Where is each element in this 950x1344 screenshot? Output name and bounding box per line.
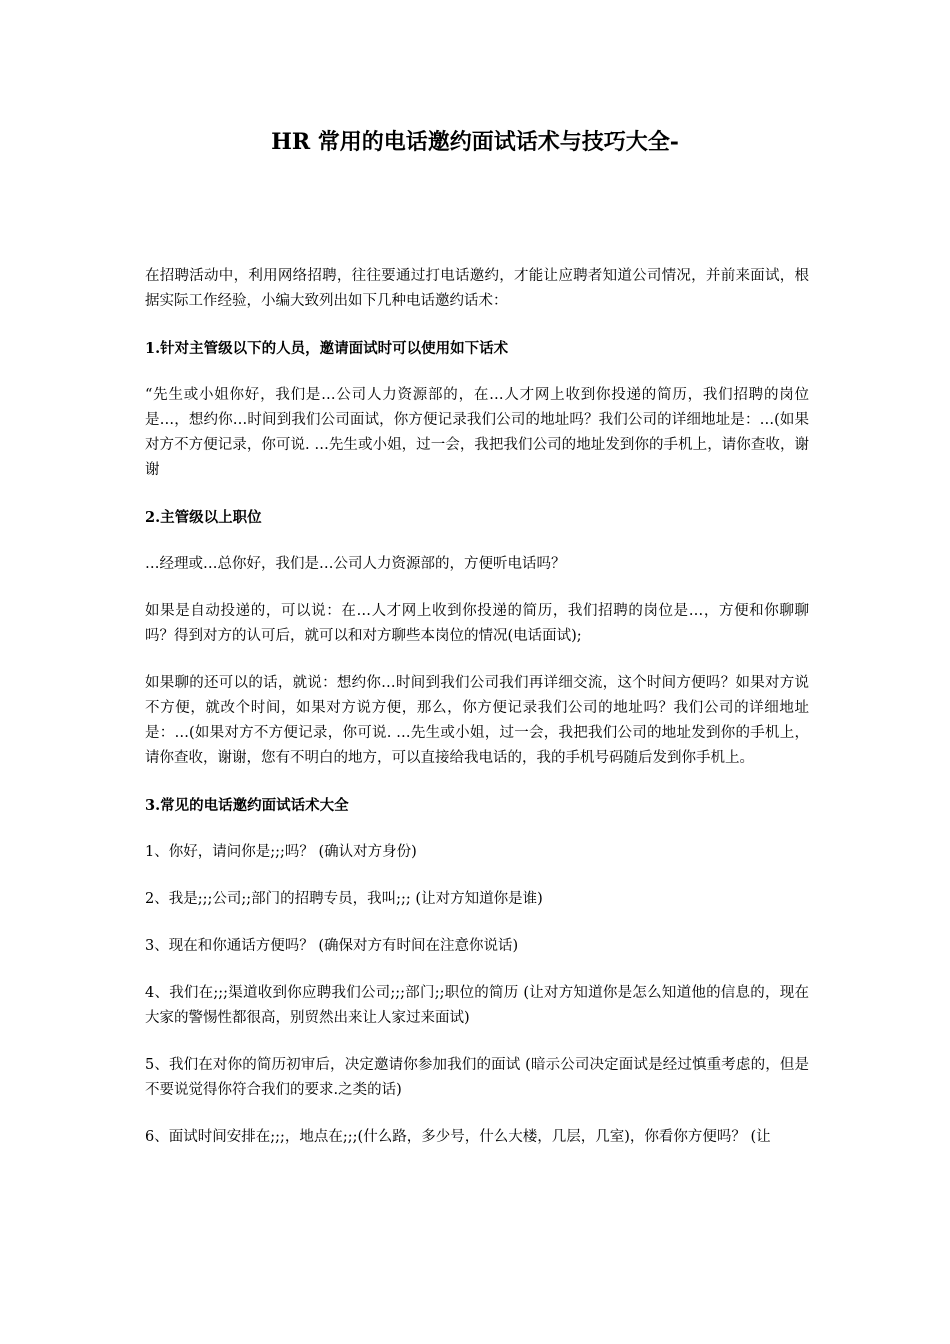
intro-paragraph: 在招聘活动中，利用网络招聘，往往要通过打电话邀约，才能让应聘者知道公司情况，并前来面试，根据实际工作经验，小编大致列出如下几种电话邀约话术： [145, 268, 809, 309]
list-item: 6、面试时间安排在;;;，地点在;;;(什么路，多少号，什么大楼，几层，几室)，你看你方便吗？ (让 [145, 1129, 771, 1145]
document-body [145, 264, 809, 1172]
list-item: 4、我们在;;;渠道收到你应聘我们公司;;;部门;;职位的简历 (让对方知道你是怎么知道他的信息的，现在大家的警惕性都很高，别贸然出来让人家过来面试) [145, 985, 809, 1026]
list-item: 2、我是;;;公司;;部门的招聘专员，我叫;;; (让对方知道你是谁) [145, 891, 543, 907]
script-paragraph-manager-greeting: …经理或…总你好，我们是…公司人力资源部的，方便听电话吗？ [145, 556, 566, 572]
document-title: HR 常用的电话邀约面试话术与技巧大全- [271, 129, 679, 155]
section-heading-1: 1.针对主管级以下的人员，邀请面试时可以使用如下话术 [145, 340, 509, 357]
section-heading-2: 2.主管级以上职位 [145, 509, 262, 526]
list-item: 3、现在和你通话方便吗？ (确保对方有时间在注意你说话) [145, 938, 519, 954]
script-paragraph-auto-apply: 如果是自动投递的，可以说：在…人才网上收到你投递的简历，我们招聘的岗位是…，方便和你聊聊吗？得到对方的认可后，就可以和对方聊些本岗位的情况(电话面试); [145, 603, 809, 644]
script-paragraph-junior: “先生或小姐你好，我们是…公司人力资源部的，在…人才网上收到你投递的简历，我们招聘的岗位是…，想约你…时间到我们公司面试，你方便记录我们公司的地址吗？我们公司的详细地址是：…(如果对方不方便记录，你可说. …先生或小姐，过一会，我把我们公司的地址发到你的手机上，请你查收，谢谢 [145, 387, 809, 478]
section-heading-3: 3.常见的电话邀约面试话术大全 [145, 797, 349, 814]
script-paragraph-followup: 如果聊的还可以的话，就说：想约你…时间到我们公司我们再详细交流，这个时间方便吗？如果对方说不方便，就改个时间，如果对方说方便，那么，你方便记录我们公司的地址吗？我们公司的详细地址是：…(如果对方不方便记录，你可说. …先生或小姐，过一会，我把我们公司的地址发到你的手机上，请你查收，谢谢，您有不明白的地方，可以直接给我电话的，我的手机号码随后发到你手机上。 [145, 675, 809, 766]
list-item: 5、我们在对你的简历初审后，决定邀请你参加我们的面试 (暗示公司决定面试是经过慎重考虑的，但是不要说觉得你符合我们的要求.之类的话) [145, 1057, 809, 1098]
list-item: 1、你好，请问你是;;;吗？ (确认对方身份) [145, 844, 417, 860]
